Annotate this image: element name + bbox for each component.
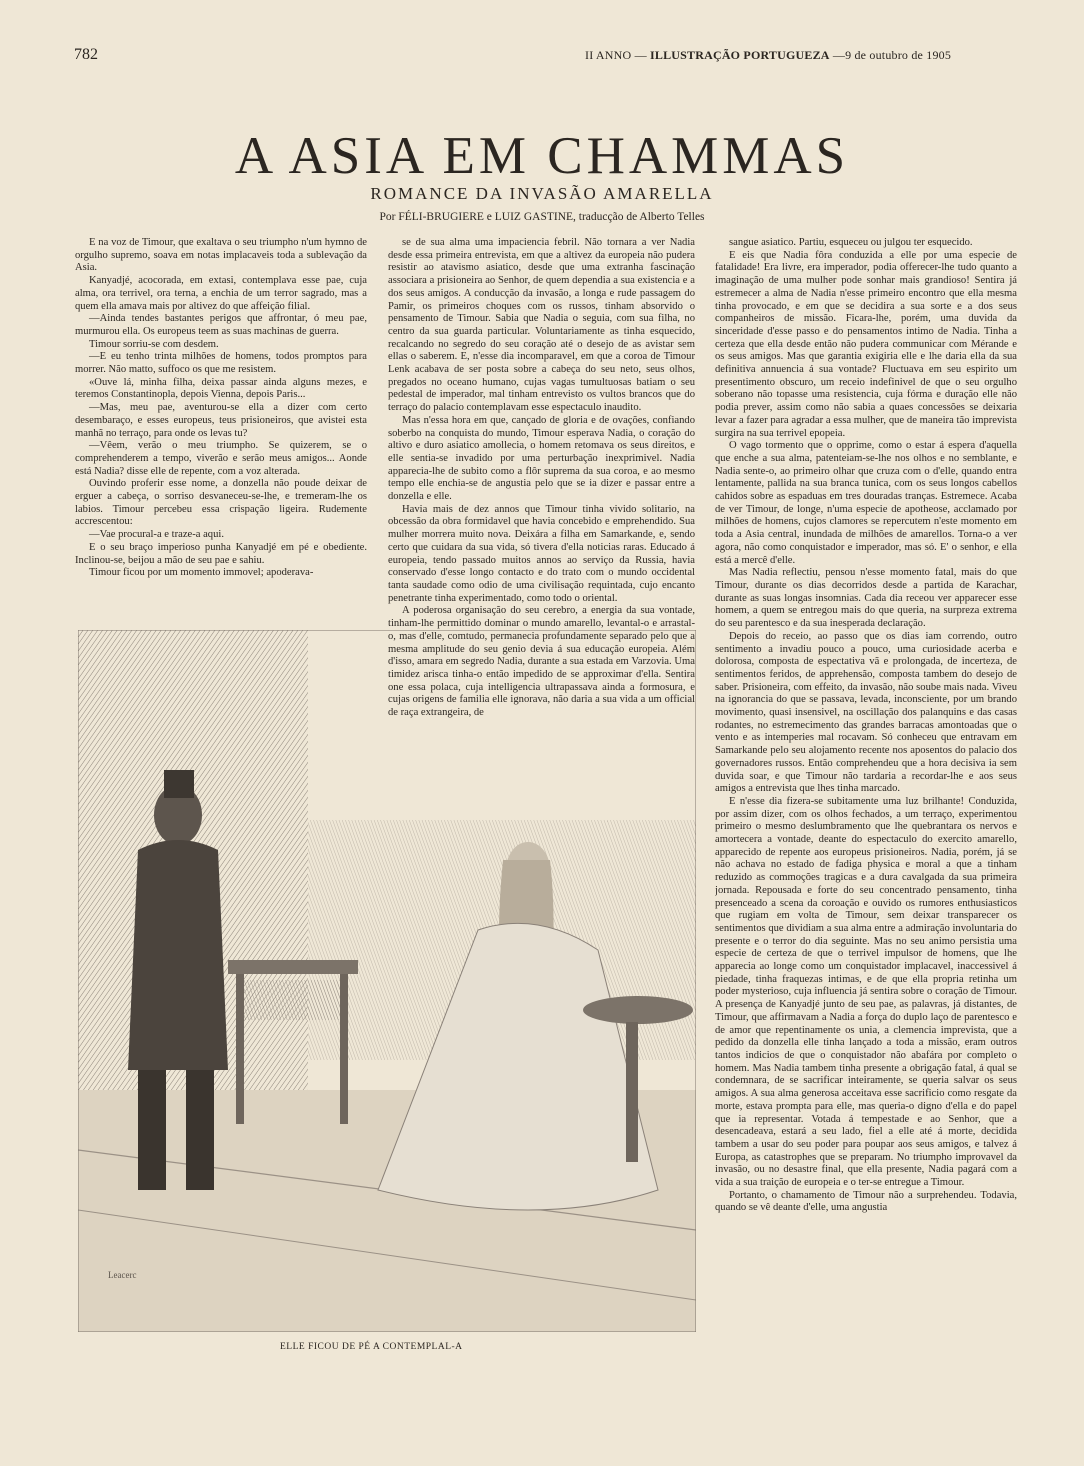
paragraph: Timour sorriu-se com desdem. (89, 338, 219, 350)
text-column-1 (75, 237, 367, 615)
text-column-3 (715, 237, 1017, 1451)
article-byline: Por FÉLI-BRUGIERE e LUIZ GASTINE, traducção de Alberto Telles (379, 211, 705, 223)
article-title: A ASIA EM CHAMMAS (234, 127, 850, 185)
running-head (585, 48, 951, 63)
paragraph: —Vae procural-a e traze-a aqui. (89, 529, 224, 541)
paragraph: E na voz de Timour, que exaltava o seu triumpho n'um hymno de orgulho supremo, soava em notas implacaveis toda a sublevação da Asia. (75, 237, 367, 274)
paragraph: —Mas, meu pae, aventurou-se ella a dizer com certo desembaraço, e esses europeus, teus prisioneiros, que avistei esta manhã no terraço, para onde os levas tu? (75, 402, 367, 439)
running-head-title: ILLUSTRAÇÃO PORTUGUEZA (650, 48, 830, 62)
paragraph: Portanto, o chamamento de Timour não a surprehendeu. Todavia, quando se vê deante d'elle, uma angustia (715, 1189, 1017, 1214)
illustration-caption: ELLE FICOU DE PÉ A CONTEMPLAL-A (280, 1342, 463, 1352)
paragraph: —Vêem, verão o meu triumpho. Se quizerem, se o comprehenderem a tempo, viverão e serão meus amigos... Aonde está Nadia? disse elle de repente, com a voz alterada. (75, 440, 367, 477)
running-head-date: —9 de outubro de 1905 (832, 48, 952, 62)
paragraph: E o seu braço imperioso punha Kanyadjé em pé e obediente. Inclinou-se, beijou a mão de seu pae e sahiu. (75, 541, 367, 566)
paragraph: A poderosa organisação do seu cerebro, a energia da sua vontade, tinham-lhe permittido dominar o mundo amarello, levantal-o e arrastal-o, mas d'elle, comtudo, permanecia profundamente separado pelo que a mesma amplitude do seu genio devia á sua educação europeia. Além d'isso, amara em segredo Nadia, durante a sua estada em Varzovia. Uma timidez arisca tinha-o então impedido de se approximar d'ella. Sentira one essa polaca, cuja intelligencia ultrapassava ainda a formosura, e cujas origens de familia elle ignorava, não daria a sua vida a um official de raça extrangeira, de (388, 605, 695, 719)
paragraph: Mas n'essa hora em que, cançado de gloria e de ovações, confiando soberbo na conquista do mundo, Timour esperava Nadia, o coração do altivo e duro asiatico amollecia, o homem retomava os seus direitos, e elle sentia-se invadido por uma perturbação inexprimivel. Nadia apparecia-lhe de subito como a flôr suprema da sua coroa, e ao mesmo tempo elle enchia-se de angustia pelo que se ia dizer e passar entre a donzella e elle. (388, 414, 695, 503)
paragraph: —E eu tenho trinta milhões de homens, todos promptos para morrer. Não matto, suffoco os que me resistem. (75, 351, 367, 376)
paragraph: Havia mais de dez annos que Timour tinha vivido solitario, na obcessão da obra formidavel que havia concebido e emprehendido. Sua mulher morrera muito nova. Deixára a filha em Samarkande, e, sendo certo que cuidara da sua vida, só tivera d'ella noticias raras. Educado á europeia, tendo passado muitos annos ao serviço da Russia, havia conservado d'esse longo contacto e do trato com o mundo occidental tanta saudade como odio de uma civilisação requintada, cujo encanto penetrante tinha experimentado, como todo o oriental. (388, 503, 695, 604)
paragraph: «Ouve lá, minha filha, deixa passar ainda alguns mezes, e teremos Constantinopla, depois Vienna, depois Paris... (75, 376, 367, 401)
article-subtitle: ROMANCE DA INVASÃO AMARELLA (370, 184, 714, 203)
paragraph: se de sua alma uma impaciencia febril. Não tornara a ver Nadia desde essa primeira entrevista, em que a altivez da europeia não pudera resistir ao atavismo asiatico, desde que uma extranha fascinação associara a prisioneira ao Senhor, de quem dependia a sua existencia e a dos seus amigos. A conducção da invasão, a longa e rude passagem do Pamir, os primeiros choques com os russos, tinham absorvido o pensamento de Timour. Sabia que Nadia o seguia, com sua filha, no centro da sua guarda particular. Voluntariamente as tinha esquecido, recalcando no segredo do seu coração até o desejo de as avistar sem ellas o saberem. E, n'esse dia incomparavel, em que a coroa de Timour Lenk acabava de ser posta sobre a cabeça do seu neto, seus olhos, pregados no oceano humano, cujas vagas tumultuosas batiam o seu pedestal de imperador, mal tinham entrevisto os vultos brancos que do terraço do palacio contemplavam esse espectaculo inaudito. (388, 237, 695, 414)
artist-signature: Leacerc (108, 1270, 137, 1280)
illustration-timour-and-nadia (78, 630, 696, 1332)
paragraph: O vago tormento que o opprime, como o estar á espera d'aquella que enche a sua alma, patenteiam-se-lhe nos olhos e no semblante, e Nadia sente-o, ao primeiro olhar que cruza com o d'elle, quando entra lentamente, pallida na sua branca tunica, com os seus longos cabellos cahidos sobre as espaduas em tres douradas tranças. Estremece. Acaba de ver Timour, de longe, n'uma especie de apotheose, acclamado por milhões de homens, cujos clamores se repercutem n'este momento em toda a Asia central, inundada de milhões de amarellos. Torna-o a ver agora, não como conquistador e imperador, mas só. E' o senhor, e ella está a mercê d'elle. (715, 440, 1017, 566)
paragraph: E eis que Nadia fôra conduzida a elle por uma especie de fatalidade! Era livre, era imperador, podia offerecer-lhe tudo quanto a imaginação de uma mulher pode sonhar mais grandioso! Sentira já estremecer a alma de Nadia n'esse primeiro encontro que ella mesma tinha provocado, e em que se decidira a sua sorte e a dos seus companheiros de missão. Ficara-lhe, porém, uma duvida da sinceridade d'esse passo e do pensamentos intimo de Nadia. Tinha a certeza que ella desde então não pudera communicar com Mérande e os seus amigos. Mas que garantia exigiria elle e lhe daria ella da sua definitiva annuencia á sua vontade? Fluctuava em seu espirito um presentimento obscuro, um receio indefinivel de que o seu orgulho soberano não topasse uma resistencia, cuja fórma e duração elle não podia prever, assim como não sabia a quaes concessões se deixaria levar a fazer para agradar a essa mulher, que de maneira tão imprevista surgira na sua terrivel epopeia. (715, 249, 1017, 439)
paragraph: Mas Nadia reflectiu, pensou n'esse momento fatal, mais do que Timour, durante os dias decorridos desde a partida de Karachar, durante as suas longas insomnias. Cada dia receou ver apparecer esse homem, a quem se entregou mais do que queria, na surpreza extrema do seu parentesco e da sua inesperada declaração. (715, 567, 1017, 630)
running-head-prefix: II ANNO — (585, 48, 647, 62)
paragraph: Kanyadjé, acocorada, em extasi, contemplava esse pae, cuja alma, ora terrivel, ora terna, a enchia de um terror sagrado, mas a quem ella amava mais por altivez do que affeição filial. (75, 275, 367, 312)
paragraph: Depois do receio, ao passo que os dias iam correndo, outro sentimento a invadiu pouco a pouco, uma curiosidade acerba e dolorosa, composta de espectativa vã e prolongada, de incerteza, de sentimentos feridos, de apprehensão, composta tambem do desejo de saber. Prisioneira, com effeito, da invasão, não soube mais nada. Viveu na ignorancia do que se passava, levada, inconsciente, por um brando movimento, quasi insensivel, na oscillação dos palanquins e das casas rodantes, no estremecimento das grandes barracas amontoadas que o vento e as intemperies mal rocavam. Só conheceu que entravam em Samarkande pelo seu alojamento recente nos aposentos do palacio dos governadores russos. Então comprehendeu que a hora decisiva ia sem duvida soar, e que Timour não tardaria a recordar-lhe e aos seus amigos a entrevista que lhes tinha marcado. (715, 630, 1017, 795)
paragraph: Ouvindo proferir esse nome, a donzella não poude deixar de erguer a cabeça, o sorriso desvaneceu-se-lhe, e tremeram-lhe os labios. Timour percebeu essa crispação ligeira. Rudemente accrescentou: (75, 478, 367, 528)
page-number: 782 (74, 46, 98, 63)
paragraph: Timour ficou por um momento immovel; apoderava- (89, 567, 314, 579)
paragraph: sangue asiatico. Partiu, esqueceu ou julgou ter esquecido. (729, 237, 973, 248)
paragraph: E n'esse dia fizera-se subitamente uma luz brilhante! Conduzida, por assim dizer, com os olhos fechados, a um terraço, experimentou primeiro o mesmo deslumbramento que lhe quebrantara os nervos e amortecera a vontade, deante do espectaculo do exercito amarello, apparecido de repente aos europeus prisioneiros. Nadia, porém, já se não achava no estado de fadiga physica e moral a que a tinham reduzido as commoções tragicas e a dura cavalgada da sua primeira jornada. Repousada e forte do seu concentrado pensamento, tinha presenceado a scena da coroação e ouvido os rumores enthusiasticos que rugiam em volta de Timour, sem deixar transparecer os sentimentos que dividiam a sua alma entre a admiração involuntaria do presente e o terror do dia seguinte. Mas no seu animo persistia uma especie de certeza de que o terrivel impulsor de homens, que lhe apparecia ao longe como um conquistador implacavel, inaccessivel á piedade, tinha fraquezas intimas, e de que ella propria retinha um poder mysterioso, cuja influencia já sentira sobre o coração de Timour. A presença de Kanyadjé junto de seu pae, as palavras, já distantes, de Timour, que affirmavam a Nadia a força do duplo laço de parentesco e de amor que repentinamente os unia, a clemencia imprevista, que a pedido da donzella elle tinha lançado a toda a missão, eram outros tantos indicios de que o conquistador não abafára por completo o homem. Mas Nadia tambem tinha presente a obrigação fatal, á qual se condemnara, de se sacrificar inteiramente, se queria salvar os seus amigos. A sua alma generosa acceitava esse sacrificio como resgate da morte, estava prompta para elle, mas queria-o digno d'ella e do papel que ia representar. Votada á tempestade e ao Senhor, que a desencadeava, estará a seu lado, fiel a elle até á morte, decidida tambem a usar do seu poder para poupar aos seus amigos, e talvez á Europa, as catastrophes que se preparam. No triumpho improvavel da invasão, ou no desastre final, que ella presente, Nadia pagará com a vida a sua traição de europeia e o ter-se entregue a Timour. (715, 795, 1017, 1189)
paragraph: —Ainda tendes bastantes perigos que affrontar, ó meu pae, murmurou ella. Os europeus teem as suas machinas de guerra. (75, 313, 367, 337)
